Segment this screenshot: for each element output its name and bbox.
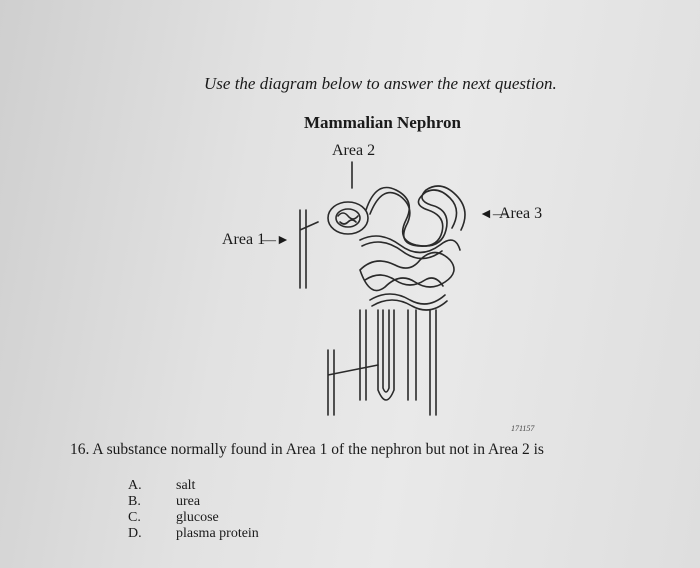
area-3-label: Area 3 bbox=[499, 205, 543, 222]
choice-c-text[interactable]: glucose bbox=[176, 510, 219, 525]
instruction-text: Use the diagram below to answer the next question. bbox=[204, 74, 557, 93]
area-1-arrow-icon: —► bbox=[262, 233, 290, 248]
question-text: 16. A substance normally found in Area 1 of the nephron but not in Area 2 is bbox=[70, 441, 544, 458]
choice-d-text[interactable]: plasma protein bbox=[176, 526, 259, 541]
diagram-code: 171157 bbox=[511, 424, 535, 433]
area-2-label: Area 2 bbox=[332, 142, 376, 159]
nephron-diagram bbox=[290, 160, 480, 425]
diagram-title: Mammalian Nephron bbox=[304, 113, 461, 132]
vessel-lines bbox=[300, 210, 318, 288]
choice-b-letter[interactable]: B. bbox=[128, 494, 141, 509]
area-1-label: Area 1 bbox=[222, 231, 266, 248]
choice-d-letter[interactable]: D. bbox=[128, 526, 142, 541]
choice-b-text[interactable]: urea bbox=[176, 494, 201, 509]
choice-a-letter[interactable]: A. bbox=[128, 478, 142, 493]
area-3-arrow-icon: ◄— bbox=[479, 207, 507, 222]
choice-c-letter[interactable]: C. bbox=[128, 510, 141, 525]
choice-a-text[interactable]: salt bbox=[176, 478, 196, 493]
bowmans-capsule bbox=[328, 202, 368, 234]
